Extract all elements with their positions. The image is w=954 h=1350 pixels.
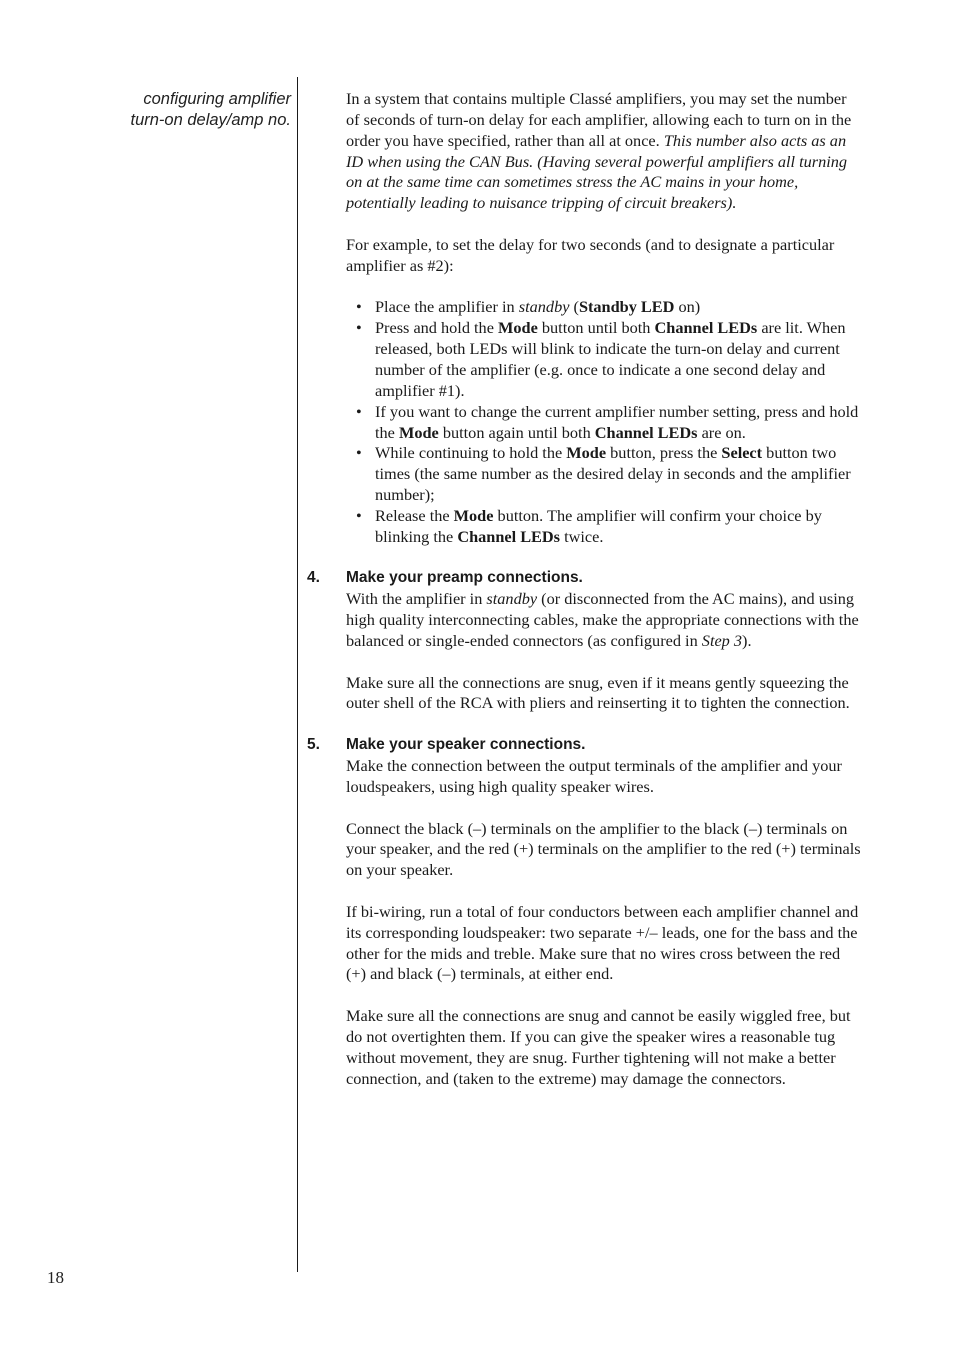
- step-title: Make your preamp connections.: [346, 569, 583, 587]
- list-item: • If you want to change the current amplifier number setting, press and hold the Mode button again until both Channel LEDs are on.: [346, 402, 861, 444]
- step-paragraph: Connect the black (–) terminals on the amplifier to the black (–) terminals on your speaker, and the red (+) terminals on the amplifier to the red (+) terminals on your speaker.: [346, 818, 861, 880]
- section-heading-line-2: turn-on delay/amp no.: [130, 111, 291, 129]
- step-5: [307, 735, 861, 1089]
- list-item: • While continuing to hold the Mode button, press the Select button two times (the same number as the desired delay in seconds and the amplifier number);: [346, 443, 861, 506]
- list-item: • Release the Mode button. The amplifier will confirm your choice by blinking the Channel LEDs twice.: [346, 506, 861, 548]
- list-item: • Press and hold the Mode button until both Channel LEDs are lit. When released, both LEDs will blink to indicate the turn-on delay and current number of the amplifier (e.g. once to indicate a one second delay and amplifier #1).: [346, 318, 861, 401]
- step-4: [307, 568, 861, 714]
- instruction-list: [346, 297, 861, 547]
- section-heading-line-1: configuring amplifier: [143, 90, 291, 108]
- section-heading: [31, 89, 291, 131]
- step-title: Make your speaker connections.: [346, 736, 586, 754]
- step-paragraph: If bi-wiring, run a total of four conductors between each amplifier channel and its corresponding loudspeaker: two separate +/– leads, one for the bass and the other for the mids and treble. Make sure that no wires cross between the red (+) and black (–) terminals, at either end.: [346, 901, 859, 984]
- step-paragraph: With the amplifier in standby (or disconnected from the AC mains), and using high quality interconnecting cables, make the appropriate connections with the balanced or single-ended connectors (as configured in Step 3).: [346, 589, 859, 650]
- intro-text: In a system that contains multiple Classé amplifiers, you may set the number of seconds of turn-on delay for each amplifier, allowing each to turn on in the order you have specified, rather than all at once.: [346, 89, 852, 150]
- step-paragraph: Make sure all the connections are snug and cannot be easily wiggled free, but do not overtighten them. If you can give the speaker wires a reasonable tug without movement, they are snug. Further tightening will not make a better connection, and (taken to the extreme) may damage the connectors.: [346, 1006, 851, 1088]
- main-content: [307, 89, 861, 1110]
- list-item: • Place the amplifier in standby (Standby LED on): [346, 297, 861, 318]
- step-number: 5.: [307, 736, 320, 754]
- step-paragraph: Make sure all the connections are snug, even if it means gently squeezing the outer shell of the RCA with pliers and reinserting it to tighten the connection.: [346, 672, 850, 713]
- intro-italic-note: This number also acts as an ID when using the CAN Bus. (Having several powerful amplifiers all turning on at the same time can sometimes stress the AC mains in your home, potentially leading to nuisance tripping of circuit breakers).: [346, 130, 848, 213]
- step-paragraph: Make the connection between the output terminals of the amplifier and your loudspeakers, using high quality speaker wires.: [346, 756, 842, 796]
- example-paragraph: For example, to set the delay for two seconds (and to designate a particular amplifier as #2):: [346, 234, 835, 275]
- page-number: 18: [47, 1268, 64, 1287]
- intro-paragraph: [346, 89, 861, 214]
- step-number: 4.: [307, 569, 320, 587]
- vertical-divider: [297, 77, 298, 1272]
